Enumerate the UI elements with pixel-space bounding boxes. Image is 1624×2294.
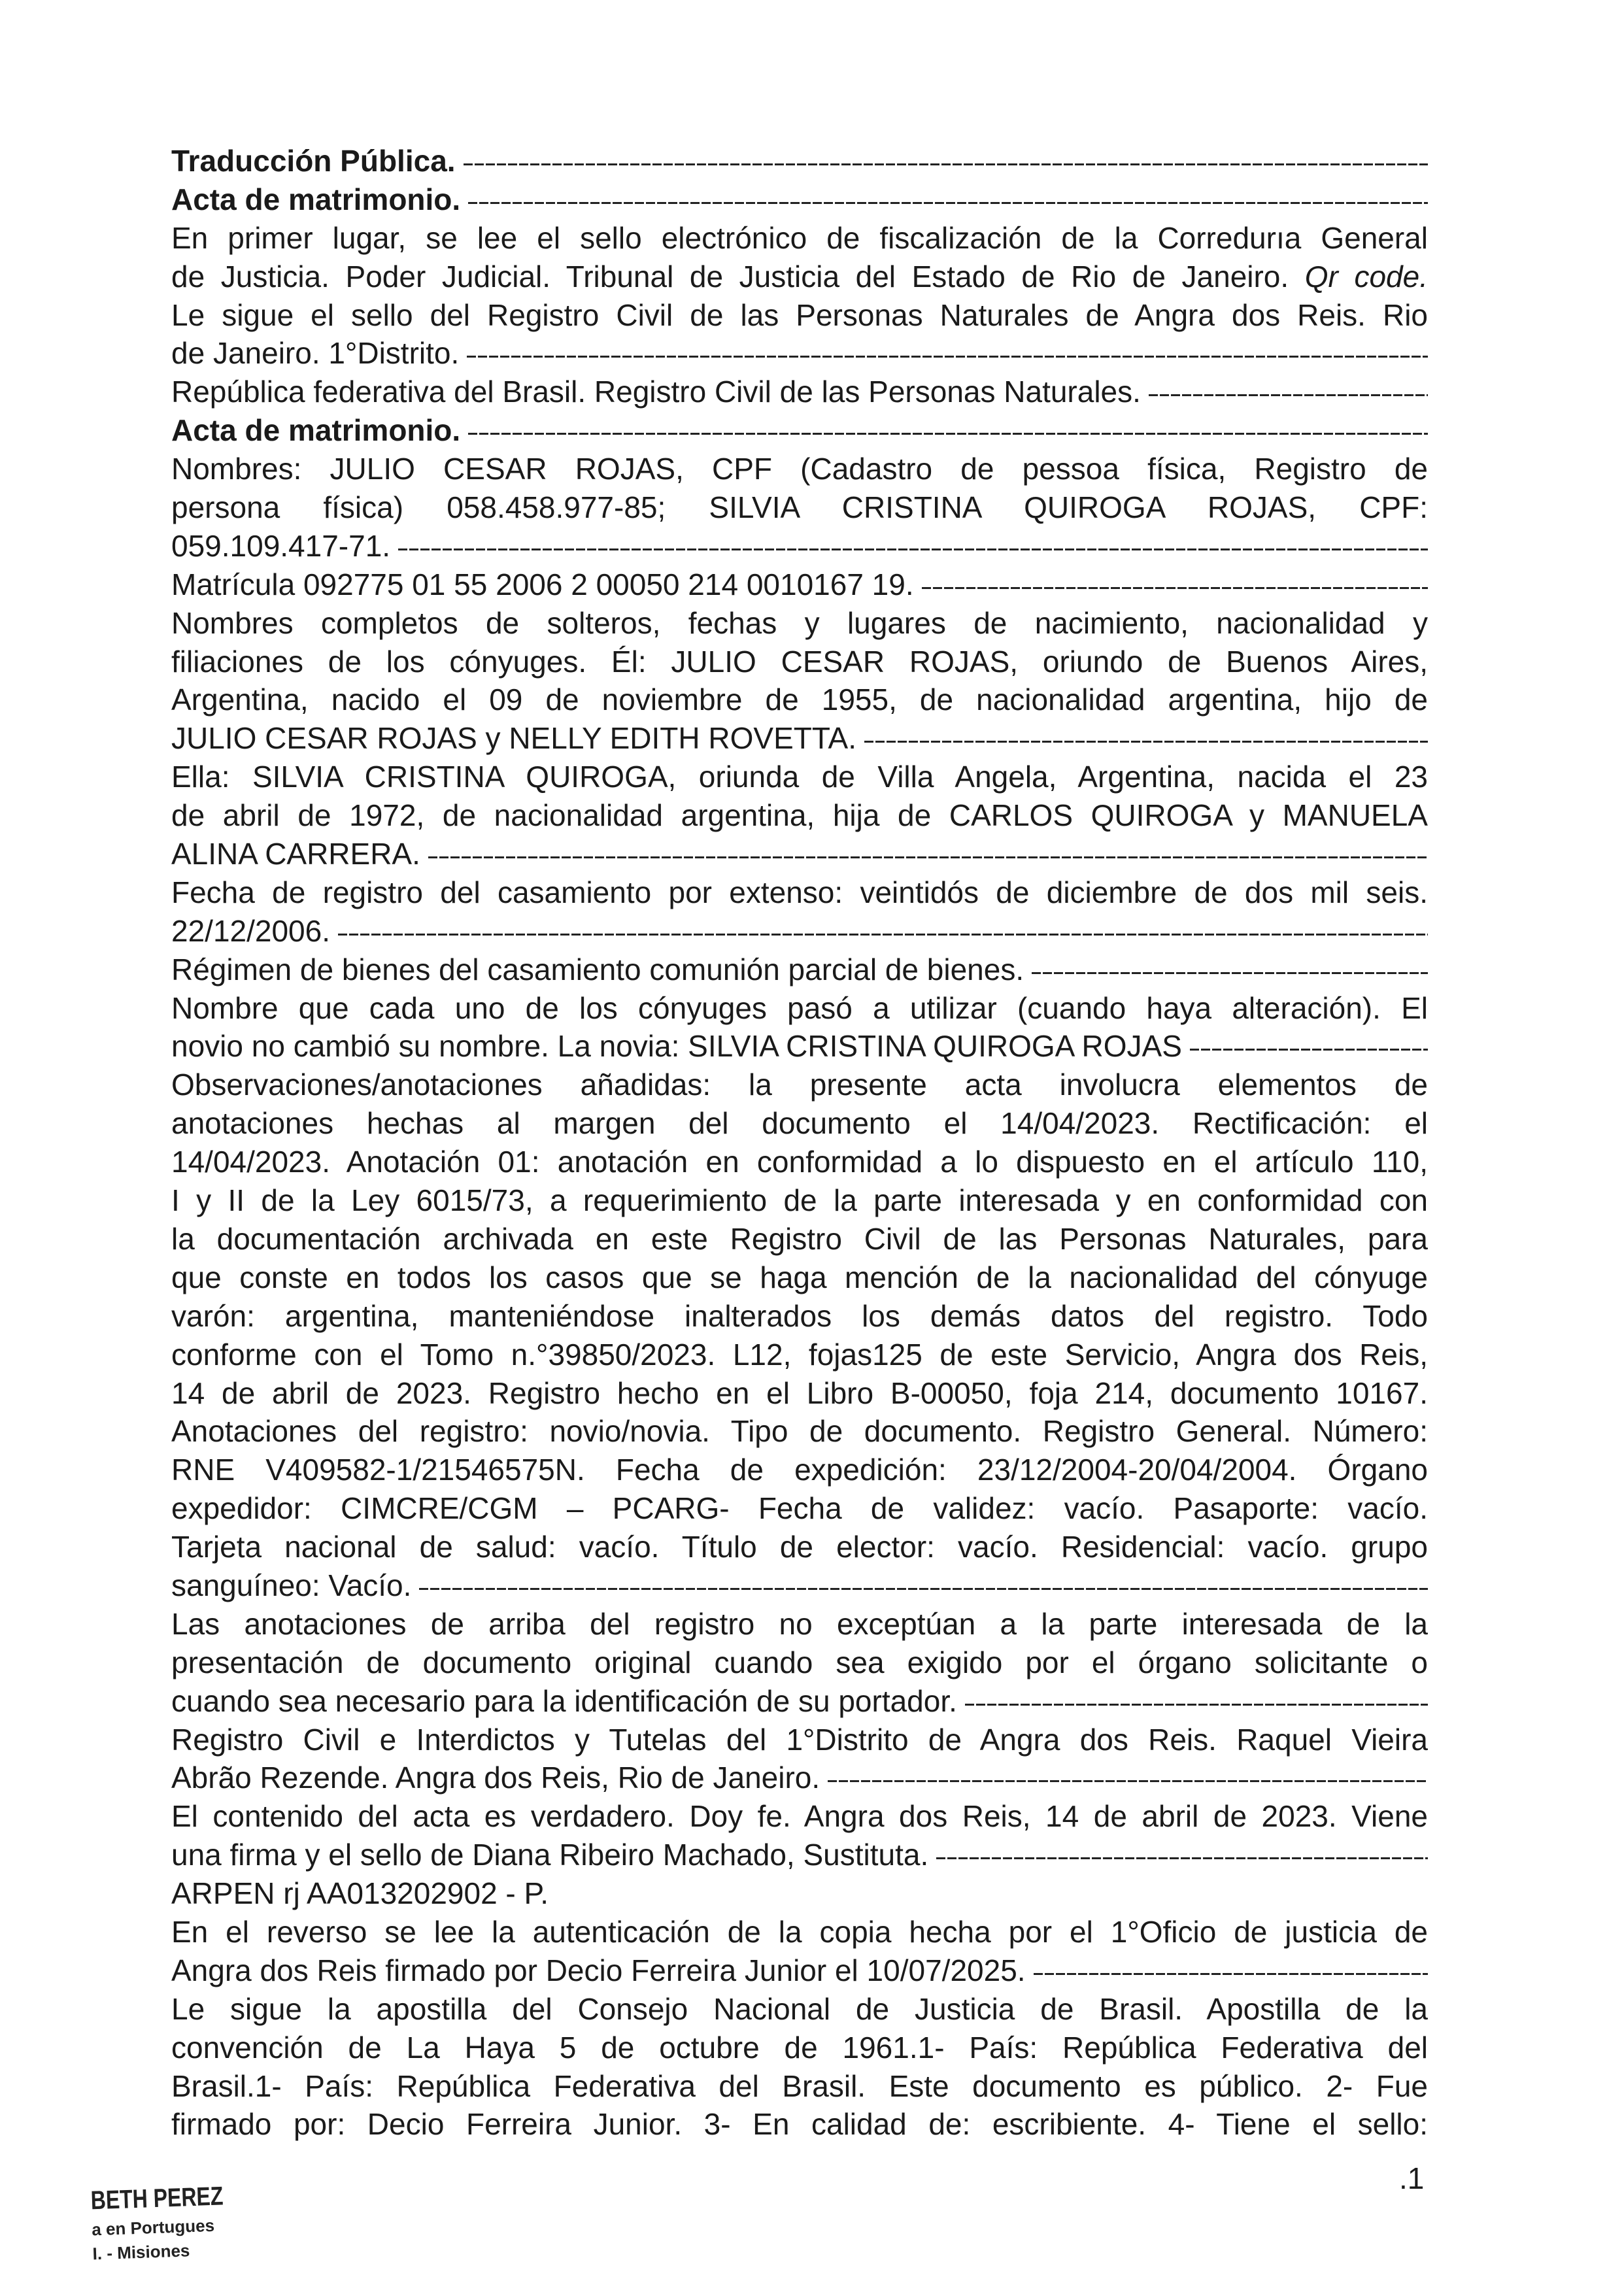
text-line	[171, 1374, 1428, 1413]
line-text: RNE V409582-1/21546575N. Fecha de expedición: 23/12/2004-20/04/2004. Órgano	[171, 1453, 1428, 1487]
line-text: Argentina, nacido el 09 de noviembre de 1955, de nacionalidad argentina, hijo de	[171, 683, 1428, 717]
text-line	[171, 796, 1428, 835]
line-text: firmado por: Decio Ferreira Junior. 3- En calidad de: escribiente. 4- Tiene el sello:	[171, 2107, 1428, 2142]
text-line	[171, 565, 1428, 604]
text-line	[171, 2029, 1428, 2067]
text-line	[171, 1412, 1428, 1451]
text-line	[171, 1297, 1428, 1336]
line-text: Régimen de bienes del casamiento comunión parcial de bienes.	[171, 952, 1024, 987]
section-heading	[171, 180, 1428, 219]
text-line	[171, 2067, 1428, 2106]
line-text: expedidor: CIMCRE/CGM – PCARG- Fecha de validez: vacío. Pasaporte: vacío.	[171, 1491, 1428, 1526]
line-text: Ella: SILVIA CRISTINA QUIROGA, oriunda de Villa Angela, Argentina, nacida el 23	[171, 760, 1428, 794]
text-line	[171, 450, 1428, 488]
text-line	[171, 989, 1428, 1028]
line-text: Nombres completos de solteros, fechas y lugares de nacimiento, nacionalidad y	[171, 605, 1428, 640]
line-text: persona física) 058.458.977-85; SILVIA CRISTINA QUIROGA ROJAS, CPF:	[171, 490, 1428, 525]
dash-filler-line	[922, 587, 1428, 589]
dash-filler-line	[1032, 972, 1428, 974]
dash-filler-line	[467, 356, 1428, 358]
line-text: la documentación archivada en este Registro Civil de las Personas Naturales, para	[171, 1221, 1428, 1256]
text-line	[171, 1027, 1428, 1066]
line-text: En el reverso se lee la autenticación de la copia hecha por el 1°Oficio de justicia de	[171, 1914, 1428, 1949]
dash-filler-line	[419, 1588, 1428, 1590]
line-text: Nombres: JULIO CESAR ROJAS, CPF (Cadastro de pessoa física, Registro de	[171, 452, 1428, 486]
page-number: .1	[1399, 2161, 1425, 2195]
text-line	[171, 373, 1428, 411]
dash-filler-line	[965, 1704, 1428, 1706]
text-line	[171, 1605, 1428, 1644]
text-line	[171, 835, 1428, 873]
line-text: 059.109.417-71.	[171, 528, 391, 563]
line-text: JULIO CESAR ROJAS y NELLY EDITH ROVETTA.	[171, 721, 857, 756]
line-text: I y II de la Ley 6015/73, a requerimiento de la parte interesada y en conformidad con	[171, 1183, 1428, 1218]
dash-filler-line	[468, 433, 1428, 435]
line-text: Matrícula 092775 01 55 2006 2 00050 214 0010167 19.	[171, 567, 914, 601]
text-line	[171, 296, 1428, 335]
qr-code-label: Qr code.	[1304, 259, 1428, 294]
line-text: conforme con el Tomo n.°39850/2023. L12, fojas125 de este Servicio, Angra dos Reis,	[171, 1337, 1428, 1372]
line-text: filiaciones de los cónyuges. Él: JULIO CESAR ROJAS, oriundo de Buenos Aires,	[171, 644, 1428, 679]
text-line	[171, 219, 1428, 258]
line-text: Le sigue el sello del Registro Civil de las Personas Naturales de Angra dos Reis. Rio	[171, 297, 1428, 332]
line-text: una firma y el sello de Diana Ribeiro Machado, Sustituta.	[171, 1838, 929, 1872]
dash-filler-line	[1190, 1049, 1428, 1051]
line-text: 14 de abril de 2023. Registro hecho en el Libro B-00050, foja 214, documento 10167.	[171, 1375, 1428, 1410]
line-text: Registro Civil e Interdictos y Tutelas del 1°Distrito de Angra dos Reis. Raquel Vieira	[171, 1722, 1428, 1757]
line-text: de Justicia. Poder Judicial. Tribunal de Justicia del Estado de Rio de Janeiro.	[171, 259, 1289, 294]
text-line	[171, 719, 1428, 758]
dash-filler-line	[1034, 1973, 1428, 1975]
line-text: presentación de documento original cuando sea exigido por el órgano solicitante o	[171, 1645, 1428, 1679]
line-text: Fecha de registro del casamiento por extenso: veintidós de diciembre de dos mil seis.	[171, 875, 1428, 909]
line-text: Acta de matrimonio.	[171, 182, 461, 216]
dash-filler-line	[468, 202, 1428, 204]
line-text: novio no cambió su nombre. La novia: SILVIA CRISTINA QUIROGA ROJAS	[171, 1029, 1182, 1064]
line-text: Tarjeta nacional de salud: vacío. Título de elector: vacío. Residencial: vacío. grupo	[171, 1530, 1428, 1564]
text-line	[171, 258, 1428, 296]
text-line	[171, 1143, 1428, 1181]
line-text: 14/04/2023. Anotación 01: anotación en conformidad a lo dispuesto en el artículo 110,	[171, 1145, 1428, 1179]
text-line	[171, 1104, 1428, 1143]
text-line	[171, 488, 1428, 527]
dash-filler-line	[464, 163, 1428, 165]
text-line	[171, 1951, 1428, 1990]
text-line	[171, 1759, 1428, 1797]
text-line	[171, 1874, 1428, 1913]
line-text: Nombre que cada uno de los cónyuges pasó a utilizar (cuando haya alteración). El	[171, 990, 1428, 1025]
line-text: Acta de matrimonio.	[171, 413, 461, 448]
text-line	[171, 1258, 1428, 1297]
line-text: sanguíneo: Vacío.	[171, 1568, 412, 1602]
stamp-location: I. - Misiones	[92, 2240, 190, 2264]
line-text: de Janeiro. 1°Distrito.	[171, 336, 460, 371]
text-line	[171, 912, 1428, 951]
text-line	[171, 604, 1428, 643]
line-text: Abrão Rezende. Angra dos Reis, Rio de Janeiro.	[171, 1761, 820, 1795]
text-line	[171, 873, 1428, 912]
line-text: Observaciones/anotaciones añadidas: la presente acta involucra elementos de	[171, 1068, 1428, 1102]
section-heading	[171, 142, 1428, 180]
text-line	[171, 1682, 1428, 1721]
dash-filler-line	[338, 934, 1428, 936]
text-line	[171, 1489, 1428, 1528]
text-line	[171, 1220, 1428, 1258]
line-text: Angra dos Reis firmado por Decio Ferreira Junior el 10/07/2025.	[171, 1953, 1026, 1987]
text-line	[171, 2105, 1428, 2144]
text-line	[171, 1566, 1428, 1605]
text-line	[171, 334, 1428, 373]
line-text: Le sigue la apostilla del Consejo Nacional de Justicia de Brasil. Apostilla de la	[171, 1991, 1428, 2026]
line-text: anotaciones hechas al margen del documento el 14/04/2023. Rectificación: el	[171, 1106, 1428, 1141]
line-text: Brasil.1- País: República Federativa del Brasil. Este documento es público. 2- Fue	[171, 2068, 1428, 2103]
line-text: Las anotaciones de arriba del registro no exceptúan a la parte interesada de la	[171, 1606, 1428, 1641]
line-text: que conste en todos los casos que se haga mención de la nacionalidad del cónyuge	[171, 1260, 1428, 1294]
text-line	[171, 1451, 1428, 1489]
line-text: ALINA CARRERA.	[171, 837, 420, 871]
line-text: En primer lugar, se lee el sello electrónico de fiscalización de la Corredurıa General	[171, 220, 1428, 255]
text-line	[171, 643, 1428, 681]
text-line	[171, 758, 1428, 796]
line-text: de abril de 1972, de nacionalidad argentina, hija de CARLOS QUIROGA y MANUELA	[171, 798, 1428, 833]
line-text: ARPEN rj AA013202902 - P.	[171, 1876, 549, 1911]
line-text: cuando sea necesario para la identificación de su portador.	[171, 1683, 957, 1718]
line-text: convención de La Haya 5 de octubre de 1961.1- País: República Federativa del	[171, 2030, 1428, 2065]
text-line	[171, 1721, 1428, 1759]
text-line	[171, 527, 1428, 565]
text-line	[171, 681, 1428, 719]
text-line	[171, 1644, 1428, 1682]
line-text: Anotaciones del registro: novio/novia. Tipo de documento. Registro General. Número:	[171, 1414, 1428, 1449]
line-text: República federativa del Brasil. Registro Civil de las Personas Naturales.	[171, 375, 1141, 409]
text-line	[171, 1797, 1428, 1836]
stamp-title: a en Portugues	[91, 2215, 215, 2240]
translation-document-body	[171, 142, 1428, 2144]
stamp-name: BETH PEREZ	[90, 2182, 224, 2216]
text-line	[171, 1528, 1428, 1566]
section-heading	[171, 411, 1428, 450]
text-line	[171, 1990, 1428, 2029]
line-text: El contenido del acta es verdadero. Doy fe. Angra dos Reis, 14 de abril de 2023. Viene	[171, 1799, 1428, 1834]
dash-filler-line	[428, 856, 1428, 858]
dash-filler-line	[1149, 394, 1428, 396]
line-text: varón: argentina, manteniéndose inalterados los demás datos del registro. Todo	[171, 1298, 1428, 1333]
dash-filler-line	[936, 1857, 1428, 1859]
line-text: 22/12/2006.	[171, 913, 331, 948]
text-line	[171, 1336, 1428, 1374]
text-line	[171, 1066, 1428, 1104]
line-text: Traducción Pública.	[171, 144, 456, 178]
dash-filler-line	[398, 548, 1428, 550]
text-line	[171, 1181, 1428, 1220]
dash-filler-line	[864, 741, 1428, 743]
text-line	[171, 951, 1428, 989]
dash-filler-line	[828, 1780, 1428, 1782]
text-line	[171, 1913, 1428, 1951]
translator-stamp	[90, 2181, 258, 2265]
text-line	[171, 1836, 1428, 1874]
